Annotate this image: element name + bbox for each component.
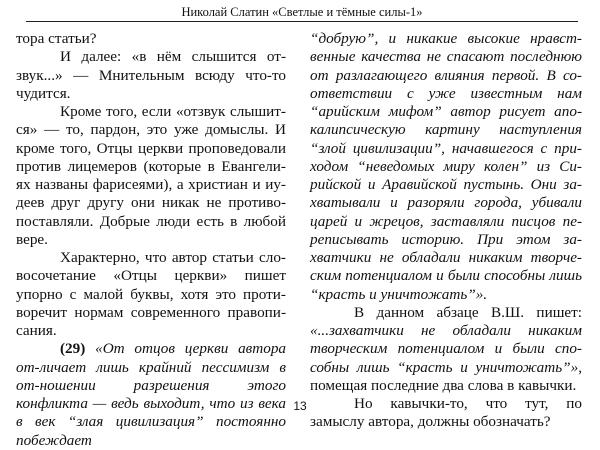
right-column [310,30,582,432]
italic-quote: «От отцов церкви автора от-личает лишь крайний пессимизм в от-ношении разрешения этого конфликта — ведь выходит, что из века в век “злая цивилизация” постоянно побеждает [16,340,287,449]
italic-quote-continued: “добрую”, и никакие высокие нравст-венные качества не спасают последнюю от разлагающего влияния первой. В со-ответствии с уже известным нам “арийским мифом” автор рисует апо-калипсическую картину наступления “злой цивилизации”, начавшегося с при-ходом “неведомых миру колен” из Си-рийской и Аравийской пустынь. Они за-хватывали и разоряли города, убивали царей и жрецов, заставляли писцов пе-реписывать историю. При этом за-хватчики не обладали никаким творче-ским потенциалом и были способны лишь “красть и уничтожать”». [310,30,582,303]
paragraph: Но кавычки-то, что тут, по замыслу автора, должны обозначать? [310,395,582,431]
paragraph: Кроме того, если «отзвук слышит-ся» — то, пардон, это уже домыслы. И кроме того, Отцы церкви проповедовали против лицемеров (которые в Евангели-ях названы фарисеями), а христиан и иу-деев друг другу они никак не противо-поставляли. Добрые люди есть в любой вере. [16,103,286,248]
left-column [16,30,286,450]
page-number: 13 [293,399,307,413]
paragraph: Характерно, что автор статьи сло-восочетание «Отцы церкви» пишет упорно с малой буквы, хотя это проти-воречит нормам современного правопи-сания. [16,249,286,339]
running-header: Николай Слатин «Светлые и тёмные силы-1» [26,5,578,22]
paragraph: тора статьи? [16,30,97,47]
italic-quote: «...захватчики не обладали никаким творческим потенциалом и были спо-собны лишь “красть и уничтожать”» [310,322,582,376]
paragraph-text: В данном абзаце В.Ш. пишет: [354,303,582,321]
paragraph [310,304,582,395]
paragraph: И далее: «в нём слышится от-звук...» — Мнительным всюду что-то чудится. [16,48,286,102]
paragraph-text: , помещая последние два слова в кавычки. [310,358,582,394]
item-number: (29) [60,340,86,358]
quoted-paragraph [16,340,286,450]
